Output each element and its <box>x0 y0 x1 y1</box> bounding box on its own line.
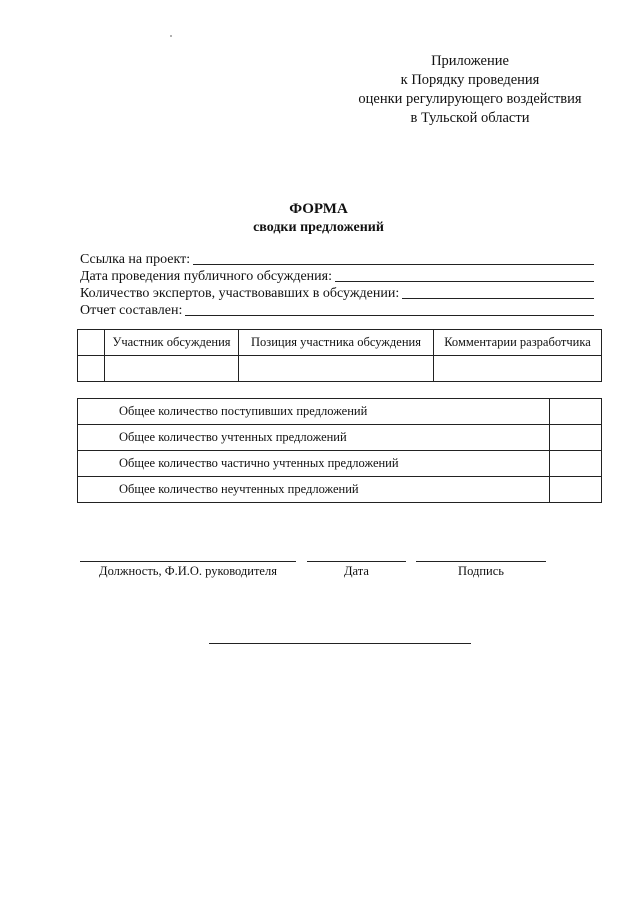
table-row <box>78 356 602 382</box>
field-label: Количество экспертов, участвовавших в обсуждении: <box>80 286 400 301</box>
appendix-line: в Тульской области <box>410 110 530 126</box>
appendix-header <box>330 52 610 128</box>
table-header-cell: Позиция участника обсуждения <box>239 330 434 356</box>
table-cell[interactable] <box>78 356 105 382</box>
position-label: Должность, Ф.И.О. руководителя <box>99 564 277 578</box>
date-signature-line[interactable] <box>307 561 406 562</box>
summary-label: Общее количество частично учтенных предложений <box>78 451 550 477</box>
form-title: ФОРМА <box>289 201 348 217</box>
summary-value-cell[interactable] <box>550 425 602 451</box>
table-row <box>78 399 602 425</box>
fill-line[interactable] <box>193 263 594 265</box>
summary-label: Общее количество неучтенных предложений <box>78 477 550 503</box>
table-cell[interactable] <box>105 356 239 382</box>
participants-table <box>77 329 602 382</box>
summary-value-cell[interactable] <box>550 451 602 477</box>
fill-line[interactable] <box>335 280 594 282</box>
table-row <box>78 477 602 503</box>
appendix-line: оценки регулирующего воздействия <box>358 91 582 107</box>
fill-line[interactable] <box>185 314 594 316</box>
table-cell[interactable] <box>434 356 602 382</box>
appendix-line: к Порядку проведения <box>400 72 540 88</box>
field-report-author <box>80 302 594 318</box>
field-experts-count <box>80 285 594 301</box>
form-fields <box>80 251 594 319</box>
summary-label: Общее количество учтенных предложений <box>78 425 550 451</box>
signature-line[interactable] <box>416 561 546 562</box>
table-header-cell: Комментарии разработчика <box>434 330 602 356</box>
field-label: Дата проведения публичного обсуждения: <box>80 269 332 284</box>
appendix-line: Приложение <box>431 53 509 69</box>
summary-table <box>77 398 602 503</box>
table-row <box>78 425 602 451</box>
table-cell[interactable] <box>239 356 434 382</box>
field-label: Ссылка на проект: <box>80 252 191 267</box>
table-header-row <box>78 330 602 356</box>
field-label: Отчет составлен: <box>80 303 183 318</box>
fill-line[interactable] <box>402 297 594 299</box>
field-project-link <box>80 251 594 267</box>
summary-value-cell[interactable] <box>550 399 602 425</box>
position-signature-line[interactable] <box>80 561 296 562</box>
field-discussion-date <box>80 268 594 284</box>
scan-speck <box>170 35 172 37</box>
table-header-cell: Участник обсуждения <box>105 330 239 356</box>
signature-label: Подпись <box>458 564 504 578</box>
table-row <box>78 451 602 477</box>
table-header-cell <box>78 330 105 356</box>
summary-value-cell[interactable] <box>550 477 602 503</box>
summary-label: Общее количество поступивших предложений <box>78 399 550 425</box>
form-subtitle: сводки предложений <box>253 220 384 235</box>
date-label: Дата <box>344 564 369 578</box>
bottom-separator-line <box>209 643 471 644</box>
